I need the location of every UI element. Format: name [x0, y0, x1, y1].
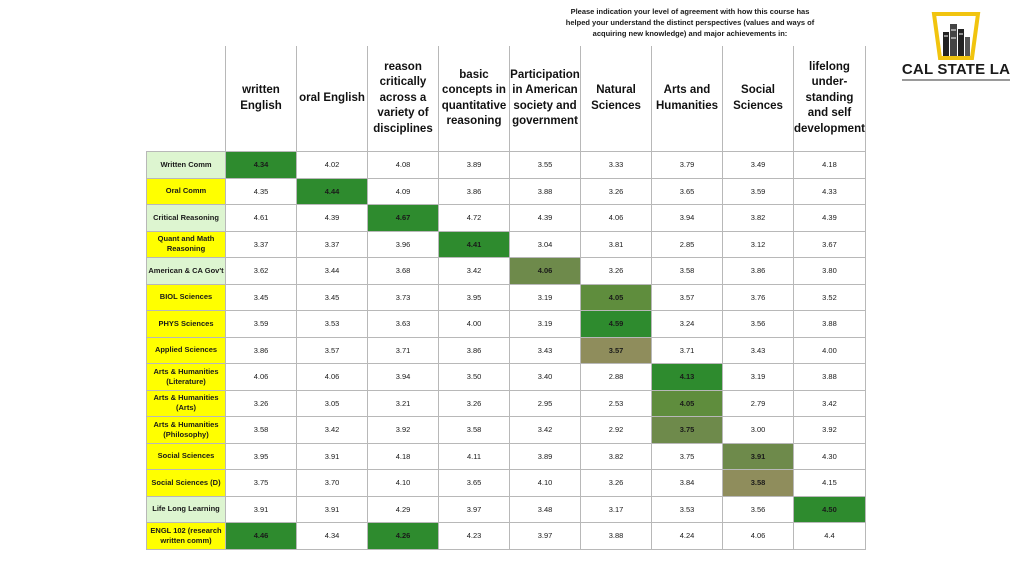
- score-cell: 3.63: [368, 311, 439, 338]
- score-cell: 3.97: [510, 523, 581, 550]
- score-cell: 3.55: [510, 152, 581, 179]
- score-cell: 3.86: [723, 258, 794, 285]
- table-row: [147, 337, 866, 364]
- score-cell: 4.00: [439, 311, 510, 338]
- logo-tagline-bar: [902, 79, 1010, 81]
- survey-question: Please indication your level of agreement with how this course has helped your understand the distinct perspectives (values and ways of acquiring new knowledge) and major achievements in:: [565, 7, 815, 38]
- row-label: American & CA Gov't: [147, 258, 226, 285]
- score-cell: 3.59: [226, 311, 297, 338]
- column-header: oral English: [297, 46, 368, 152]
- table-row: [147, 311, 866, 338]
- score-cell: 2.53: [581, 390, 652, 417]
- score-cell: 3.42: [439, 258, 510, 285]
- score-cell: 3.17: [581, 496, 652, 523]
- score-cell: 3.53: [297, 311, 368, 338]
- table-row: [147, 205, 866, 232]
- score-cell: 3.71: [652, 337, 723, 364]
- score-cell: 3.42: [297, 417, 368, 444]
- row-label: Oral Comm: [147, 178, 226, 205]
- score-cell: 3.92: [794, 417, 866, 444]
- score-cell: 3.57: [297, 337, 368, 364]
- row-label: Social Sciences (D): [147, 470, 226, 497]
- logo-wordmark: CAL STATE LA: [901, 61, 1011, 78]
- score-cell: 4.39: [297, 205, 368, 232]
- score-cell: 3.12: [723, 231, 794, 258]
- score-cell: 4.06: [226, 364, 297, 391]
- score-cell: 2.92: [581, 417, 652, 444]
- score-cell: 3.52: [794, 284, 866, 311]
- score-cell: 3.65: [439, 470, 510, 497]
- highlighted-score-cell: 4.06: [510, 258, 581, 285]
- highlighted-score-cell: 3.58: [723, 470, 794, 497]
- score-cell: 3.19: [723, 364, 794, 391]
- score-cell: 3.45: [226, 284, 297, 311]
- score-cell: 3.00: [723, 417, 794, 444]
- row-label: Arts & Humanities (Philosophy): [147, 417, 226, 444]
- score-cell: 3.19: [510, 311, 581, 338]
- highlighted-score-cell: 4.13: [652, 364, 723, 391]
- score-cell: 3.43: [510, 337, 581, 364]
- score-cell: 4.30: [794, 443, 866, 470]
- score-cell: 4.18: [794, 152, 866, 179]
- score-cell: 3.26: [439, 390, 510, 417]
- score-cell: 3.89: [510, 443, 581, 470]
- score-cell: 3.95: [439, 284, 510, 311]
- score-cell: 3.37: [297, 231, 368, 258]
- table-row: [147, 523, 866, 550]
- score-cell: 3.68: [368, 258, 439, 285]
- score-cell: 3.91: [297, 443, 368, 470]
- score-cell: 4.35: [226, 178, 297, 205]
- highlighted-score-cell: 4.05: [652, 390, 723, 417]
- column-header: Participation in American society and government: [510, 46, 581, 152]
- building-logo-icon: [896, 12, 1016, 62]
- score-cell: 4.08: [368, 152, 439, 179]
- score-cell: 3.84: [652, 470, 723, 497]
- column-header-row: [147, 46, 866, 152]
- row-label: Applied Sciences: [147, 337, 226, 364]
- table-row: [147, 496, 866, 523]
- highlighted-score-cell: 4.67: [368, 205, 439, 232]
- score-cell: 3.42: [510, 417, 581, 444]
- score-cell: 3.04: [510, 231, 581, 258]
- score-cell: 4.39: [510, 205, 581, 232]
- score-cell: 4.06: [297, 364, 368, 391]
- score-cell: 3.97: [439, 496, 510, 523]
- score-cell: 2.79: [723, 390, 794, 417]
- score-cell: 3.56: [723, 496, 794, 523]
- score-cell: 4.4: [794, 523, 866, 550]
- highlighted-score-cell: 4.34: [226, 152, 297, 179]
- score-cell: 3.86: [439, 337, 510, 364]
- table-row: [147, 152, 866, 179]
- score-cell: 3.43: [723, 337, 794, 364]
- score-cell: 3.94: [368, 364, 439, 391]
- score-cell: 3.24: [652, 311, 723, 338]
- score-cell: 4.61: [226, 205, 297, 232]
- table-row: [147, 258, 866, 285]
- score-cell: 4.10: [510, 470, 581, 497]
- score-cell: 4.00: [794, 337, 866, 364]
- score-cell: 3.58: [652, 258, 723, 285]
- score-cell: 3.26: [581, 258, 652, 285]
- table-row: [147, 443, 866, 470]
- score-cell: 4.72: [439, 205, 510, 232]
- score-cell: 3.50: [439, 364, 510, 391]
- score-cell: 3.48: [510, 496, 581, 523]
- table-row: [147, 417, 866, 444]
- table-row: [147, 364, 866, 391]
- row-label: Life Long Learning: [147, 496, 226, 523]
- score-cell: 3.33: [581, 152, 652, 179]
- score-cell: 3.95: [226, 443, 297, 470]
- score-cell: 3.62: [226, 258, 297, 285]
- table-row: [147, 178, 866, 205]
- row-label: ENGL 102 (research written comm): [147, 523, 226, 550]
- column-header: lifelong under-standing and self development: [794, 46, 866, 152]
- column-header: written English: [226, 46, 297, 152]
- score-cell: 3.40: [510, 364, 581, 391]
- score-cell: 4.29: [368, 496, 439, 523]
- score-cell: 2.88: [581, 364, 652, 391]
- score-cell: 3.75: [226, 470, 297, 497]
- score-cell: 3.86: [439, 178, 510, 205]
- column-header: basic concepts in quantitative reasoning: [439, 46, 510, 152]
- highlighted-score-cell: 4.41: [439, 231, 510, 258]
- score-cell: 3.19: [510, 284, 581, 311]
- row-label: Arts & Humanities (Arts): [147, 390, 226, 417]
- score-cell: 3.88: [794, 364, 866, 391]
- row-label: Critical Reasoning: [147, 205, 226, 232]
- score-cell: 3.91: [297, 496, 368, 523]
- column-header: reason critically across a variety of disciplines: [368, 46, 439, 152]
- highlighted-score-cell: 4.59: [581, 311, 652, 338]
- score-cell: 3.59: [723, 178, 794, 205]
- score-cell: 3.86: [226, 337, 297, 364]
- score-cell: 3.76: [723, 284, 794, 311]
- highlighted-score-cell: 4.50: [794, 496, 866, 523]
- score-cell: 3.88: [794, 311, 866, 338]
- score-cell: 3.70: [297, 470, 368, 497]
- column-header: Arts and Humanities: [652, 46, 723, 152]
- score-cell: 3.75: [652, 443, 723, 470]
- score-cell: 3.94: [652, 205, 723, 232]
- column-header: Natural Sciences: [581, 46, 652, 152]
- score-cell: 3.82: [581, 443, 652, 470]
- score-cell: 4.10: [368, 470, 439, 497]
- corner-cell: [147, 46, 226, 152]
- agreement-matrix: [146, 46, 866, 550]
- highlighted-score-cell: 3.75: [652, 417, 723, 444]
- score-cell: 3.26: [581, 178, 652, 205]
- score-cell: 4.24: [652, 523, 723, 550]
- score-cell: 3.91: [226, 496, 297, 523]
- score-cell: 4.15: [794, 470, 866, 497]
- score-cell: 3.67: [794, 231, 866, 258]
- score-cell: 4.11: [439, 443, 510, 470]
- highlighted-score-cell: 4.26: [368, 523, 439, 550]
- column-header: Social Sciences: [723, 46, 794, 152]
- score-cell: 3.89: [439, 152, 510, 179]
- score-cell: 3.26: [581, 470, 652, 497]
- score-cell: 3.37: [226, 231, 297, 258]
- table-row: [147, 231, 866, 258]
- highlighted-score-cell: 4.46: [226, 523, 297, 550]
- score-cell: 3.26: [226, 390, 297, 417]
- highlighted-score-cell: 3.91: [723, 443, 794, 470]
- score-cell: 3.73: [368, 284, 439, 311]
- table-row: [147, 470, 866, 497]
- score-cell: 4.18: [368, 443, 439, 470]
- score-cell: 2.85: [652, 231, 723, 258]
- score-cell: 3.81: [581, 231, 652, 258]
- row-label: BIOL Sciences: [147, 284, 226, 311]
- score-cell: 3.58: [226, 417, 297, 444]
- score-cell: 3.79: [652, 152, 723, 179]
- highlighted-score-cell: 4.44: [297, 178, 368, 205]
- score-cell: 2.95: [510, 390, 581, 417]
- score-cell: 3.21: [368, 390, 439, 417]
- table-row: [147, 390, 866, 417]
- score-cell: 3.44: [297, 258, 368, 285]
- score-cell: 4.33: [794, 178, 866, 205]
- score-cell: 3.58: [439, 417, 510, 444]
- score-cell: 3.92: [368, 417, 439, 444]
- score-cell: 3.57: [652, 284, 723, 311]
- row-label: Written Comm: [147, 152, 226, 179]
- score-cell: 3.65: [652, 178, 723, 205]
- score-cell: 3.56: [723, 311, 794, 338]
- table-row: [147, 284, 866, 311]
- score-cell: 3.49: [723, 152, 794, 179]
- score-cell: 3.88: [510, 178, 581, 205]
- highlighted-score-cell: 3.57: [581, 337, 652, 364]
- highlighted-score-cell: 4.05: [581, 284, 652, 311]
- row-label: Arts & Humanities (Literature): [147, 364, 226, 391]
- score-cell: 3.05: [297, 390, 368, 417]
- score-cell: 3.71: [368, 337, 439, 364]
- score-cell: 3.96: [368, 231, 439, 258]
- score-cell: 4.34: [297, 523, 368, 550]
- score-cell: 4.23: [439, 523, 510, 550]
- cal-state-la-logo: [896, 12, 1016, 84]
- score-cell: 4.39: [794, 205, 866, 232]
- score-cell: 3.88: [581, 523, 652, 550]
- score-cell: 4.06: [581, 205, 652, 232]
- score-cell: 3.80: [794, 258, 866, 285]
- score-cell: 3.53: [652, 496, 723, 523]
- score-cell: 3.45: [297, 284, 368, 311]
- score-cell: 3.82: [723, 205, 794, 232]
- row-label: PHYS Sciences: [147, 311, 226, 338]
- row-label: Quant and Math Reasoning: [147, 231, 226, 258]
- score-cell: 3.42: [794, 390, 866, 417]
- score-cell: 4.06: [723, 523, 794, 550]
- score-cell: 4.09: [368, 178, 439, 205]
- score-cell: 4.02: [297, 152, 368, 179]
- row-label: Social Sciences: [147, 443, 226, 470]
